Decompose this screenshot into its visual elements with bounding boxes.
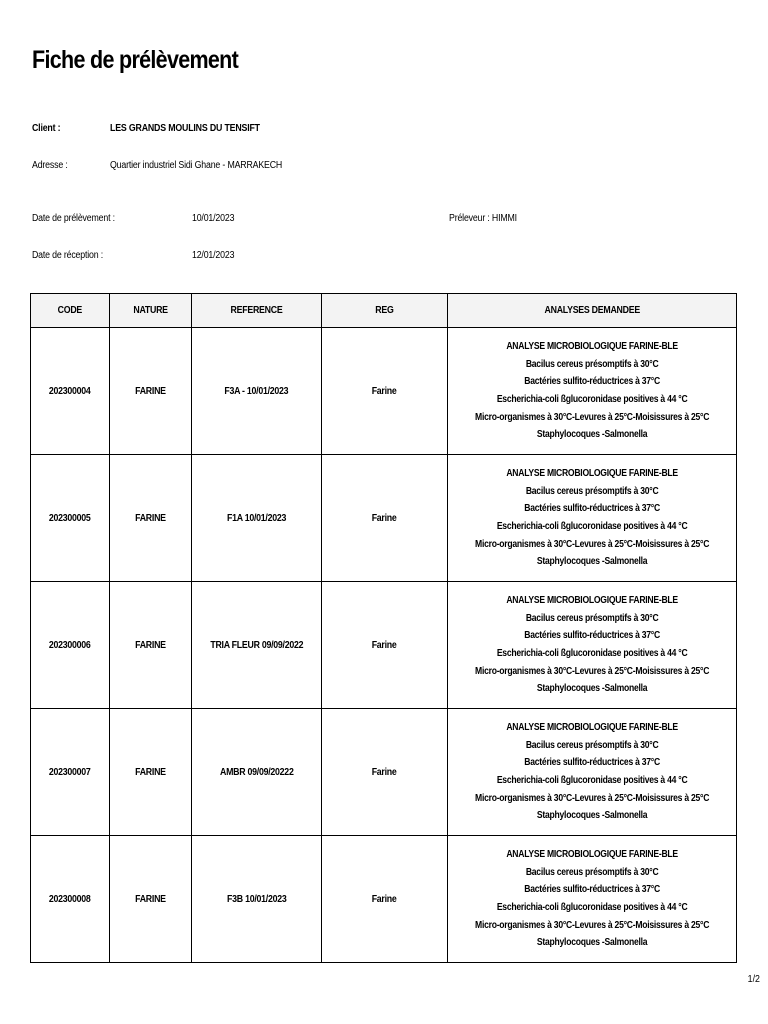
analyses-cell — [448, 455, 737, 582]
analyses-cell — [448, 328, 737, 455]
sampling-date-value: 10/01/2023 — [192, 213, 235, 224]
code-cell: 202300004 — [31, 328, 110, 455]
table-row — [31, 455, 737, 582]
reception-date-label: Date de réception : — [32, 250, 104, 261]
client-value: LES GRANDS MOULINS DU TENSIFT — [110, 123, 260, 134]
nature-cell: FARINE — [110, 328, 192, 455]
analyses-cell — [448, 709, 737, 836]
analysis-line: Bacilus cereus présomptifs à 30°C — [525, 485, 659, 497]
reference-cell: F3B 10/01/2023 — [192, 836, 322, 963]
column-header-code: CODE — [31, 294, 110, 328]
analyses-cell — [448, 836, 737, 963]
client-label: Client : — [32, 123, 61, 134]
page-number: 1/2 — [747, 974, 760, 985]
analysis-line: Bactéries sulfito-réductrices à 37°C — [524, 757, 660, 769]
column-header-reg: REG — [322, 294, 448, 328]
code-cell: 202300008 — [31, 836, 110, 963]
analysis-line: Micro-organismes à 30°C-Levures à 25°C-Moisissures à 25°C — [474, 665, 710, 677]
reg-cell: Farine — [322, 455, 448, 582]
reference-cell: F3A - 10/01/2023 — [192, 328, 322, 455]
column-header-analyses: ANALYSES DEMANDEE — [448, 294, 737, 328]
reg-cell: Farine — [322, 836, 448, 963]
table-row — [31, 836, 737, 963]
page-title: Fiche de prélèvement — [32, 46, 239, 74]
analysis-line: Escherichia-coli ßglucoronidase positives à 44 °C — [496, 902, 688, 913]
analysis-line: Bactéries sulfito-réductrices à 37°C — [524, 503, 660, 515]
analysis-line: Escherichia-coli ßglucoronidase positives à 44 °C — [496, 775, 688, 786]
code-cell: 202300007 — [31, 709, 110, 836]
analysis-line: Staphylocoques -Salmonella — [536, 429, 648, 441]
reg-cell: Farine — [322, 328, 448, 455]
analysis-line: Micro-organismes à 30°C-Levures à 25°C-Moisissures à 25°C — [474, 538, 710, 550]
analysis-line: ANALYSE MICROBIOLOGIQUE FARINE-BLE — [506, 341, 678, 353]
analysis-line: Bacilus cereus présomptifs à 30°C — [525, 612, 659, 624]
nature-cell: FARINE — [110, 582, 192, 709]
reference-cell: F1A 10/01/2023 — [192, 455, 322, 582]
column-header-reference: REFERENCE — [192, 294, 322, 328]
samples-table — [30, 293, 737, 963]
table-row — [31, 328, 737, 455]
analysis-line: Escherichia-coli ßglucoronidase positives à 44 °C — [496, 521, 688, 532]
analysis-line: Micro-organismes à 30°C-Levures à 25°C-Moisissures à 25°C — [474, 411, 710, 423]
address-value: Quartier industriel Sidi Ghane - MARRAKECH — [110, 160, 283, 171]
analysis-line: Bactéries sulfito-réductrices à 37°C — [524, 884, 660, 896]
reg-cell: Farine — [322, 709, 448, 836]
nature-cell: FARINE — [110, 455, 192, 582]
table-row — [31, 709, 737, 836]
analysis-line: Bacilus cereus présomptifs à 30°C — [525, 358, 659, 370]
table-header-row — [31, 294, 737, 328]
analysis-line: Staphylocoques -Salmonella — [536, 683, 648, 695]
analysis-line: Escherichia-coli ßglucoronidase positives à 44 °C — [496, 394, 688, 405]
analysis-line: Bactéries sulfito-réductrices à 37°C — [524, 376, 660, 388]
analysis-line: Bacilus cereus présomptifs à 30°C — [525, 739, 659, 751]
code-cell: 202300005 — [31, 455, 110, 582]
analysis-line: Bactéries sulfito-réductrices à 37°C — [524, 630, 660, 642]
code-cell: 202300006 — [31, 582, 110, 709]
sampling-date-label: Date de prélèvement : — [32, 213, 115, 224]
table-row — [31, 582, 737, 709]
analyses-cell — [448, 582, 737, 709]
analysis-line: ANALYSE MICROBIOLOGIQUE FARINE-BLE — [506, 849, 678, 861]
analysis-line: Escherichia-coli ßglucoronidase positives à 44 °C — [496, 648, 688, 659]
analysis-line: Staphylocoques -Salmonella — [536, 810, 648, 822]
analysis-line: ANALYSE MICROBIOLOGIQUE FARINE-BLE — [506, 468, 678, 480]
sampler: Préleveur : HIMMI — [449, 213, 517, 224]
nature-cell: FARINE — [110, 709, 192, 836]
analysis-line: Staphylocoques -Salmonella — [536, 937, 648, 949]
column-header-nature: NATURE — [110, 294, 192, 328]
reception-date-value: 12/01/2023 — [192, 250, 235, 261]
analysis-line: Bacilus cereus présomptifs à 30°C — [525, 866, 659, 878]
reference-cell: TRIA FLEUR 09/09/2022 — [192, 582, 322, 709]
analysis-line: Micro-organismes à 30°C-Levures à 25°C-Moisissures à 25°C — [474, 792, 710, 804]
nature-cell: FARINE — [110, 836, 192, 963]
reference-cell: AMBR 09/09/20222 — [192, 709, 322, 836]
analysis-line: Staphylocoques -Salmonella — [536, 556, 648, 568]
analysis-line: ANALYSE MICROBIOLOGIQUE FARINE-BLE — [506, 722, 678, 734]
analysis-line: ANALYSE MICROBIOLOGIQUE FARINE-BLE — [506, 595, 678, 607]
address-label: Adresse : — [32, 160, 68, 171]
reg-cell: Farine — [322, 582, 448, 709]
analysis-line: Micro-organismes à 30°C-Levures à 25°C-Moisissures à 25°C — [474, 919, 710, 931]
